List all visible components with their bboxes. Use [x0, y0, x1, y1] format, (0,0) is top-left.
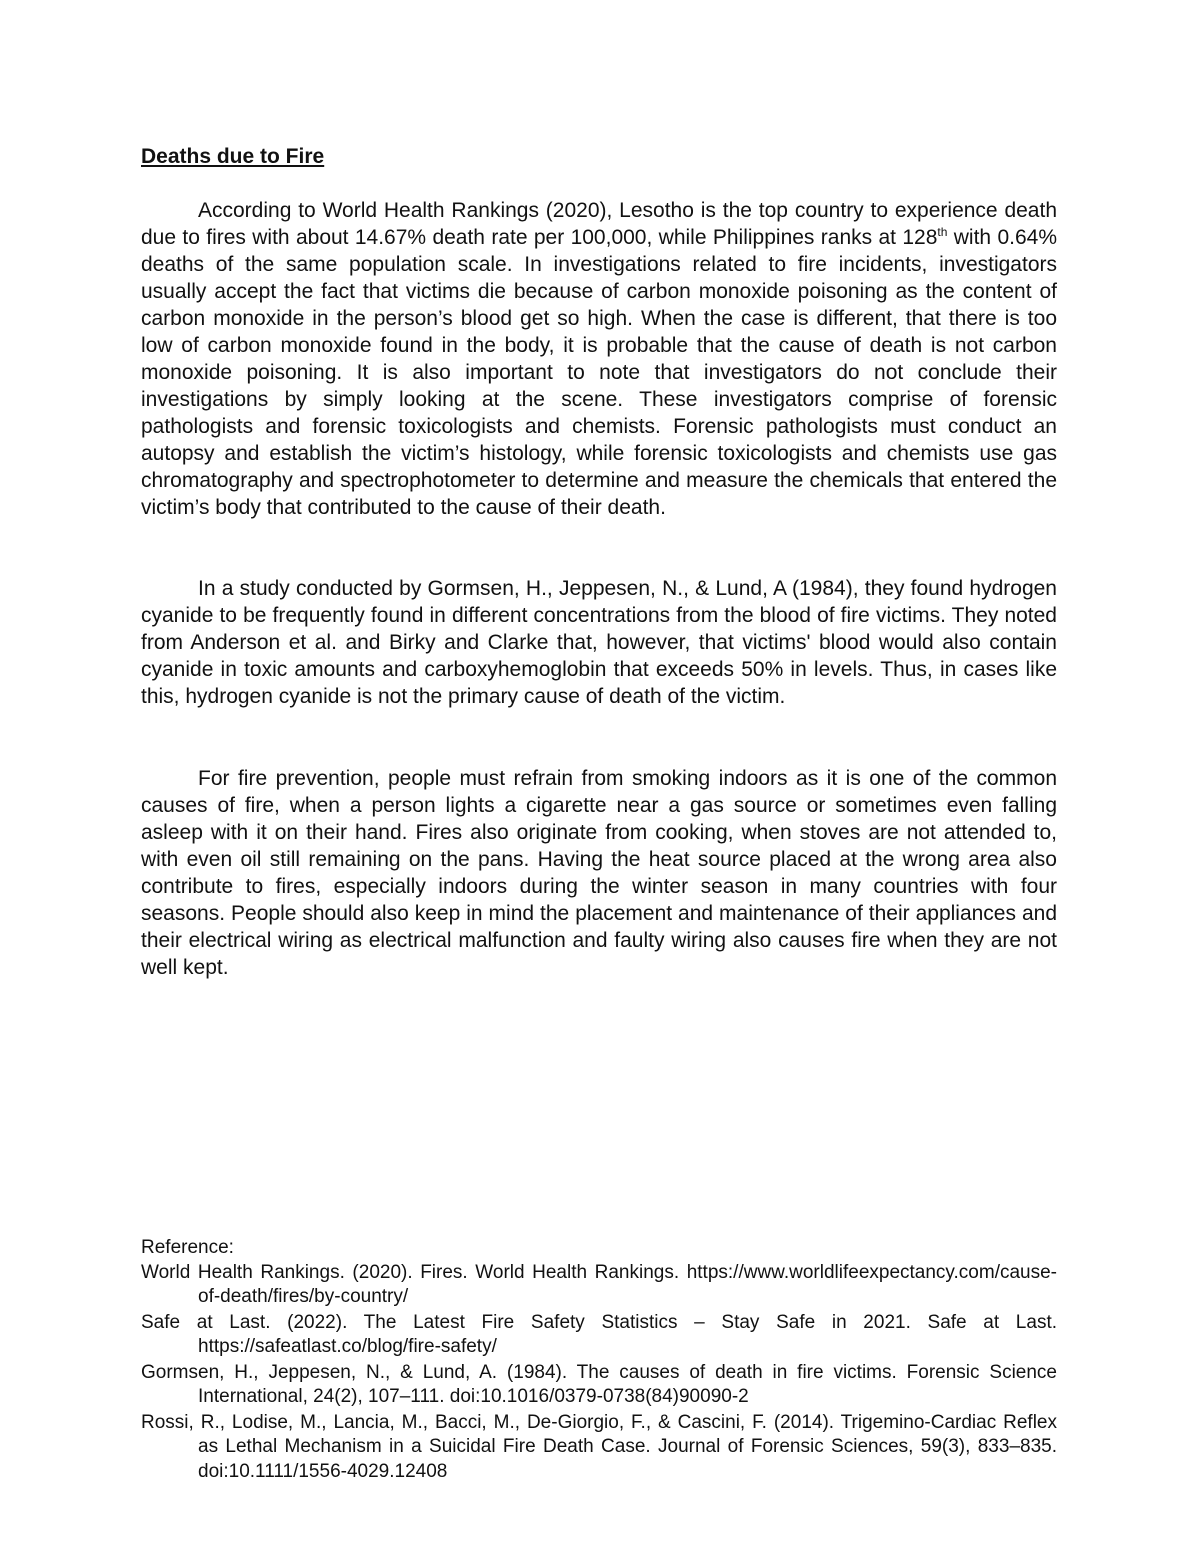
paragraph-text: According to World Health Rankings (2020), Lesotho is the top country to experience death due to fires with about 14.67% death rate per 100,000, while Philippines ranks at 128 — [141, 199, 1057, 249]
reference-heading: Reference: — [141, 1237, 234, 1258]
reference-entry: World Health Rankings. (2020). Fires. World Health Rankings. https://www.worldlifeexpectancy.com/cause-of-death/fires/by-country/ — [141, 1261, 1057, 1307]
page-title: Deaths due to Fire — [141, 145, 325, 168]
paragraph-fire-prevention: For fire prevention, people must refrain from smoking indoors as it is one of the common causes of fire, when a person lights a cigarette near a gas source or sometimes even falling asleep with it on their hand. Fires also originate from cooking, when stoves are not attended to, with even oil still remaining on the pans. Having the heat source placed at the wrong area also contribute to fires, especially indoors during the winter season in many countries with four seasons. People should also keep in mind the placement and maintenance of their appliances and their electrical wiring as electrical malfunction and faulty wiring also causes fire when they are not well kept. — [141, 767, 1057, 979]
ordinal-superscript: th — [937, 225, 948, 239]
paragraph-text: with 0.64% deaths of the same population scale. In investigations related to fire incidents, investigators usually accept the fact that victims die because of carbon monoxide poisoning as the content of carbon monoxide in the person’s blood get so high. When the case is different, that there is too low of carbon monoxide found in the body, it is probable that the cause of death is not carbon monoxide poisoning. It is also important to note that investigators do not conclude their investigations by simply looking at the scene. These investigators comprise of forensic pathologists and forensic toxicologists and chemists. Forensic pathologists must conduct an autopsy and establish the victim’s histology, while forensic toxicologists and chemists use gas chromatography and spectrophotometer to determine and measure the chemicals that entered the victim’s body that contributed to the cause of their death. — [141, 226, 1057, 519]
reference-entry: Safe at Last. (2022). The Latest Fire Safety Statistics – Stay Safe in 2021. Safe at Last. https://safeatlast.co/blog/fire-safety/ — [141, 1311, 1057, 1357]
reference-entry: Rossi, R., Lodise, M., Lancia, M., Bacci, M., De-Giorgio, F., & Cascini, F. (2014). Trigemino-Cardiac Reflex as Lethal Mechanism in a Suicidal Fire Death Case. Journal of Forensic Sciences, 59(3), 833–835. doi:10.1111/1556-4029.12408 — [141, 1411, 1057, 1482]
paragraph-hydrogen-cyanide-study: In a study conducted by Gormsen, H., Jeppesen, N., & Lund, A (1984), they found hydrogen cyanide to be frequently found in different concentrations from the blood of fire victims. They noted from Anderson et al. and Birky and Clarke that, however, that victims' blood would also contain cyanide in toxic amounts and carboxyhemoglobin that exceeds 50% in levels. Thus, in cases like this, hydrogen cyanide is not the primary cause of death of the victim. — [141, 577, 1057, 708]
reference-entry: Gormsen, H., Jeppesen, N., & Lund, A. (1984). The causes of death in fire victims. Forensic Science International, 24(2), 107–111. doi:10.1016/0379-0738(84)90090-2 — [141, 1361, 1057, 1407]
paragraph-world-health-rankings — [141, 197, 1057, 521]
reference-list — [141, 1236, 1057, 1484]
